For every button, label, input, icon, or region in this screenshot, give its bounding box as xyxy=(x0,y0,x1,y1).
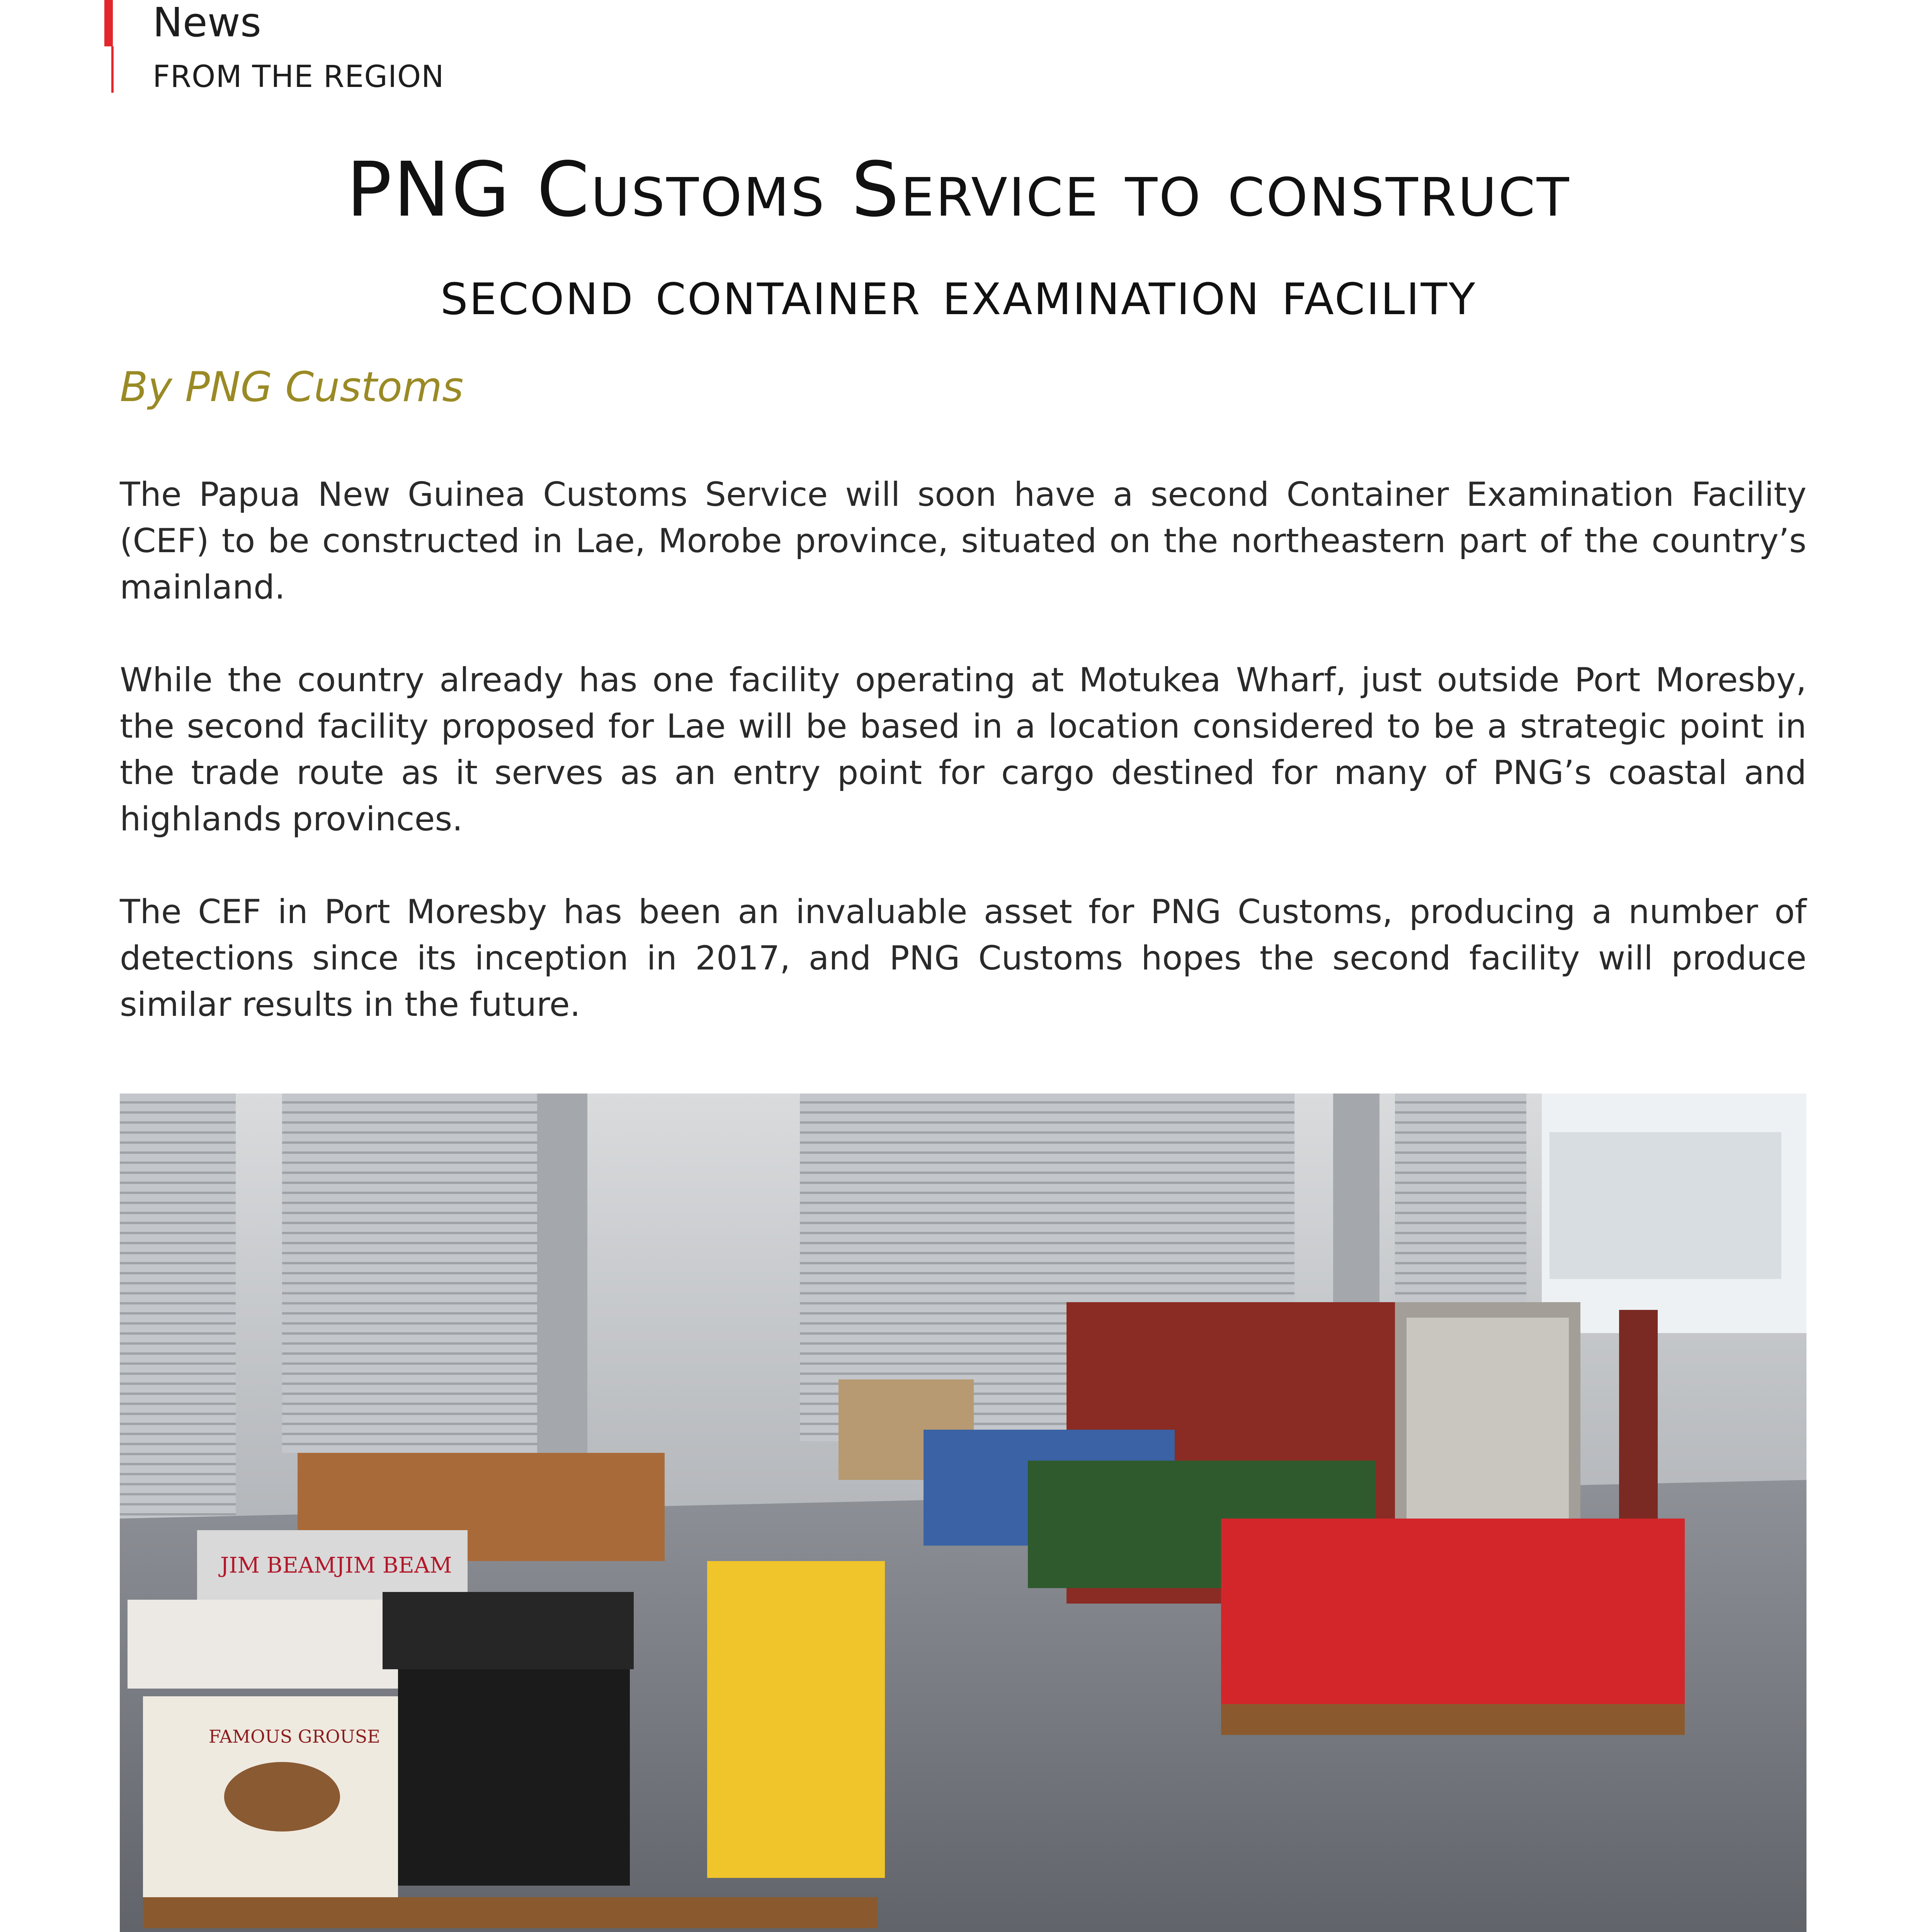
header-accent-bar xyxy=(104,0,113,46)
box-label-jim-beam-1: JIM BEAM xyxy=(220,1553,336,1578)
article-headline xyxy=(116,133,1801,339)
box-label-jim-beam-2: JIM BEAM xyxy=(336,1553,452,1578)
box-label-famous-grouse: FAMOUS GROUSE xyxy=(209,1726,380,1747)
section-label: News xyxy=(153,0,262,46)
paragraph-3: The CEF in Port Moresby has been an invaluable asset for PNG Customs, producing a number of detections since its inception in 2017, and PNG Customs hopes the second facility will produce similar results in the future. xyxy=(120,893,1806,1024)
header-accent-bar-thin xyxy=(111,46,114,93)
byline: By PNG Customs xyxy=(120,363,464,411)
warehouse-photo xyxy=(120,1094,1806,1932)
paragraph-1: The Papua New Guinea Customs Service will soon have a second Container Examination Facility (CEF) to be constructed in Lae, Morobe province, situated on the northeastern part of the country’s mainland. xyxy=(120,475,1806,607)
headline-line-2: second container examination facility xyxy=(440,256,1477,329)
grouse-illustration xyxy=(224,1762,340,1832)
paragraph-2: While the country already has one facility operating at Motukea Wharf, just outside Port Moresby, the second facility proposed for Lae will be based in a location considered to be a strategic point in the trade route as it serves as an entry point for cargo destined for many of PNG’s coastal and highlands provinces. xyxy=(120,661,1806,838)
headline-line-1: PNG Customs Service to construct xyxy=(346,146,1571,233)
warehouse-photo-illustration xyxy=(120,1094,1806,1932)
subsection-label: FROM THE REGION xyxy=(153,60,444,94)
